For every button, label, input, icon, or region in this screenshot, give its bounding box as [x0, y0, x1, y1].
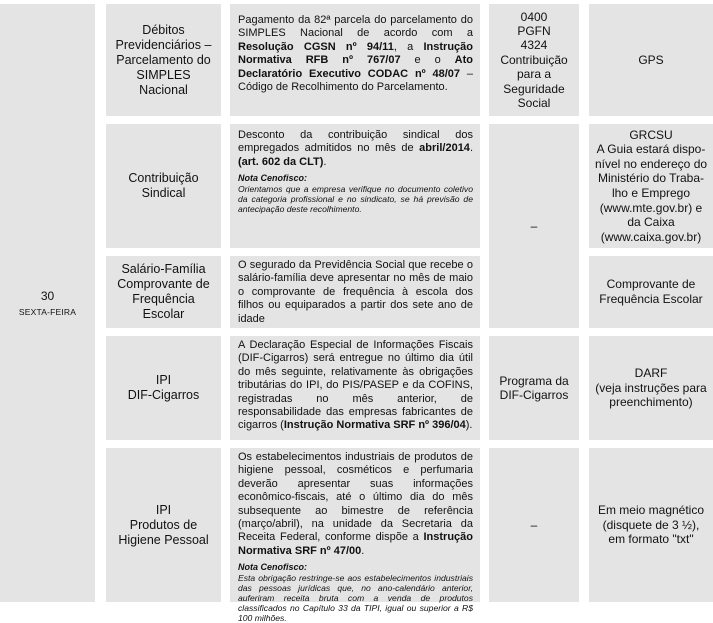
note-text: Orientamos que a empresa verifique no documento coletivo da categoria profissional e no sindicato, se há previsão de antecipação deste recolhimento.: [238, 184, 473, 215]
description-cell: [230, 124, 480, 248]
document-cell: [589, 336, 713, 440]
document-line: (www.caixa.gov.br): [600, 229, 702, 244]
code-line: PGFN: [517, 23, 551, 38]
code-line: –: [530, 517, 538, 532]
document-line: Comprovante de: [606, 277, 696, 292]
day-cell: [0, 4, 95, 602]
document-line: (veja instruções para: [595, 380, 707, 395]
description-text: [238, 451, 473, 558]
obligation-cell: [106, 448, 221, 602]
description-segment: A Declaração Especial de Informações Fiscais (DIF-Cigarros) será entregue no último dia útil do mês seguinte, relativamente às obrigações tributárias do IPI, do PIS/PASEP e da COFINS, registradas no mês anterior, de responsabilidade das empresas fabricantes de cigarros (: [238, 339, 473, 432]
day-number: 30: [40, 289, 55, 303]
obligation-line: Higiene Pessoal: [118, 532, 209, 547]
obligation-line: Contribuição: [128, 171, 199, 185]
obligation-line: SIMPLES: [136, 67, 191, 82]
code-line: DIF-Cigarros: [499, 388, 569, 402]
description-segment: .: [469, 142, 473, 155]
document-line: preenchimento): [609, 395, 693, 410]
description-segment: ).: [465, 419, 473, 432]
description-text: [238, 14, 473, 94]
code-line: Contribuição: [500, 52, 568, 67]
code-line: Social: [517, 96, 551, 111]
description-cell: [230, 256, 480, 328]
description-segment: Os estabelecimentos industriais de produtos de higiene pessoal, cosméticos e perfumaria deverão apresentar suas informações econômico-fiscais, até o último dia do mês subsequente ao bimestre de referência (março/abril), na unidade da Secretaria da Receita Federal, conforme dispõe a: [238, 451, 473, 544]
obligation-line: Escolar: [142, 307, 185, 321]
document-line: A Guia estará dispo-: [596, 142, 706, 157]
code-line: para a: [516, 67, 552, 82]
note-text: Esta obrigação restringe-se aos estabelecimentos industriais das pessoas jurídicas que, no ano-calendário anterior, auferiram receita bruta com a venda de produtos classificados no Capítulo 33 da TIPI, igual ou superior a R$ 100 milhões.: [238, 573, 473, 623]
obligation-line: IPI: [155, 373, 172, 387]
note-title: Nota Cenofisco:: [238, 173, 308, 184]
code-cell: [489, 124, 579, 328]
code-line: 4324: [520, 38, 548, 53]
code-cell: [489, 4, 579, 116]
document-line: Frequência Escolar: [599, 292, 703, 306]
legal-reference: abril/2014: [419, 142, 470, 155]
obligation-line: Nacional: [139, 82, 188, 97]
description-segment: – Código de Recolhimento do Parcelamento.: [238, 67, 473, 94]
description-segment: e o: [400, 54, 455, 67]
obligation-line: IPI: [155, 502, 172, 517]
document-line: da Caixa: [627, 215, 675, 230]
document-cell: [589, 256, 713, 328]
description-text: [238, 339, 473, 433]
note-title: Nota Cenofisco:: [238, 562, 308, 573]
document-cell: [589, 4, 713, 116]
obligation-line: Sindical: [141, 186, 186, 200]
document-cell: [589, 448, 713, 602]
document-line: GRCSU: [629, 127, 673, 142]
description-segment: .: [361, 544, 365, 557]
description-cell: [230, 4, 480, 116]
code-line: Seguridade: [503, 81, 565, 96]
document-cell: [589, 124, 713, 248]
obligation-line: Frequência: [132, 292, 195, 306]
legal-reference: Resolução CGSN nº 94/11: [238, 40, 394, 53]
description-segment: Desconto da contribuição sindical dos empregados admitidos no mês de: [238, 129, 473, 155]
description-text: [238, 129, 473, 169]
legal-reference: (art. 602 da CLT): [238, 155, 324, 168]
document-line: nível no endereço do: [594, 156, 708, 171]
description-cell: [230, 448, 480, 623]
description-segment: O segurado da Previdência Social que recebe o salário-família deve apresentar no mês de maio o comprovante de frequência à escola dos filhos ou equiparados a partir dos sete ano de idade: [238, 259, 473, 325]
document-line: Em meio magnético: [597, 503, 705, 518]
legal-reference: Instrução Normativa RFB nº 767/07: [238, 40, 473, 67]
document-line: GPS: [638, 52, 664, 67]
document-line: (www.mte.gov.br) e: [599, 200, 703, 215]
obligation-line: Previdenciários –: [115, 37, 212, 52]
obligation-cell: [106, 4, 221, 116]
description-segment: , a: [393, 40, 424, 53]
obligation-line: Salário-Família: [121, 262, 206, 276]
document-line: DARF: [634, 366, 668, 381]
obligation-line: Comprovante de: [117, 277, 210, 291]
obligation-line: Produtos de: [129, 517, 198, 532]
code-line: 0400: [520, 9, 548, 24]
obligation-cell: [106, 336, 221, 440]
code-line: –: [530, 218, 538, 233]
obligation-line: Parcelamento do: [116, 52, 211, 67]
obligation-line: DIF-Cigarros: [127, 388, 200, 402]
day-weekday: SEXTA-FEIRA: [18, 307, 77, 317]
document-line: (disquete de 3 ½),: [602, 517, 700, 532]
code-cell: [489, 336, 579, 440]
document-line: em formato "txt": [608, 532, 694, 547]
obligation-cell: [106, 256, 221, 328]
document-line: Ministério do Traba-: [597, 171, 705, 186]
legal-reference: Ato Declaratório Executivo CODAC nº 48/07: [238, 54, 473, 80]
description-cell: [230, 336, 480, 440]
legal-reference: Instrução Normativa SRF nº 396/04: [283, 419, 466, 432]
obligation-line: Débitos: [142, 22, 185, 37]
legal-reference: Instrução Normativa SRF nº 47/00: [238, 531, 473, 557]
description-segment: .: [323, 155, 327, 168]
description-text: [238, 259, 473, 326]
code-cell: [489, 448, 579, 602]
obligation-cell: [106, 124, 221, 248]
document-line: lho e Emprego: [611, 186, 691, 200]
description-segment: Pagamento da 82ª parcela do parcelamento do SIMPLES Nacional de acordo com a: [238, 14, 473, 40]
code-line: Programa da: [499, 373, 569, 388]
